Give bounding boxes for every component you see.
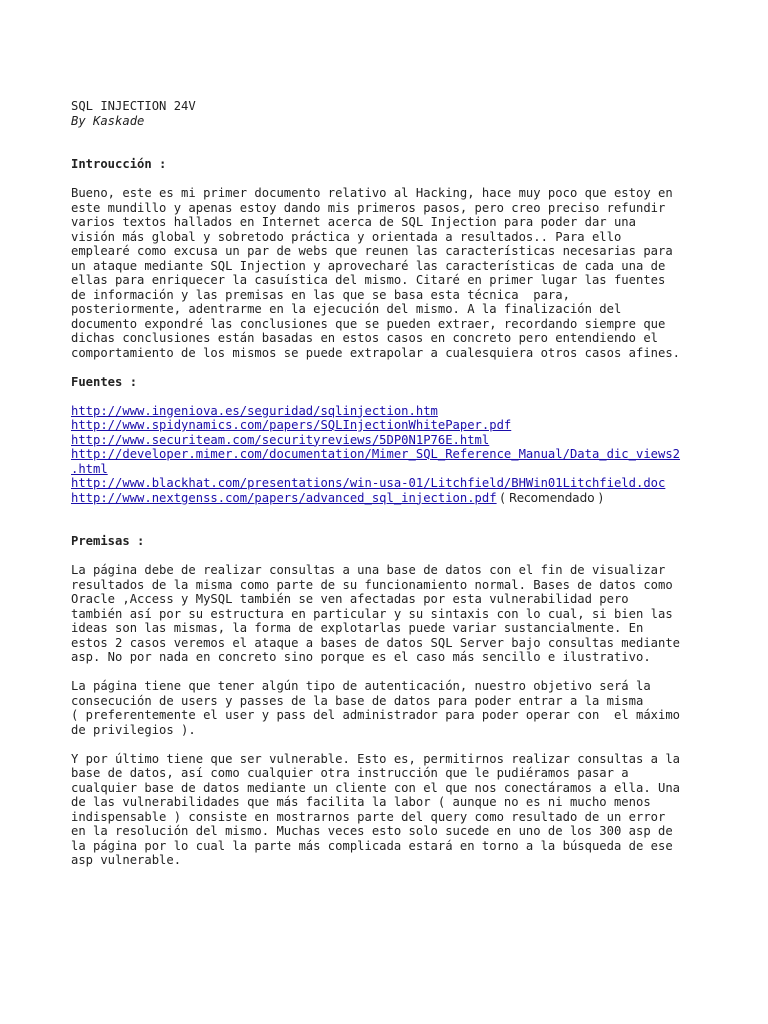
recommended-note: ( Recomendado ) xyxy=(496,490,604,505)
premise-paragraph xyxy=(71,752,711,868)
document-title: SQL INJECTION 24V xyxy=(71,99,196,113)
intro-line: este mundillo y apenas estoy dando mis primeros pasos, pero creo preciso refundir xyxy=(71,200,666,215)
premise-line: de las vulnerabilidades que más facilita la labor ( aunque no es ni mucho menos xyxy=(71,795,651,809)
premise-line: ( preferentemente el user y pass del administrador para poder operar con el máximo xyxy=(71,708,681,722)
premise-line: estos 2 casos veremos el ataque a bases de datos SQL Server bajo consultas mediante xyxy=(71,635,681,650)
premise-line: consecución de users y passes de la base de datos para poder entrar a la misma xyxy=(71,693,644,708)
premise-paragraph xyxy=(71,679,711,737)
premise-line: Y por último tiene que ser vulnerable. Esto es, permitirnos realizar consultas a la xyxy=(71,751,681,766)
premise-paragraph xyxy=(71,563,711,665)
premise-line: La página tiene que tener algún tipo de autenticación, nuestro objetivo será la xyxy=(71,679,651,693)
intro-line: comportamiento de los mismos se puede extrapolar a cualesquiera otros casos afines. xyxy=(71,345,681,360)
document-author: By Kaskade xyxy=(71,113,145,128)
premise-line: indispensable ) consiste en mostrarnos parte del query como resultado de un error xyxy=(71,809,666,824)
premise-line: resultados de la misma como parte de su funcionamiento normal. Bases de datos como xyxy=(71,577,673,592)
source-link[interactable]: http://developer.mimer.com/documentation/Mimer_SQL_Reference_Manual/Data_dic_views2 xyxy=(71,447,681,461)
source-link[interactable]: http://www.securiteam.com/securityreviews/5DP0N1P76E.html xyxy=(71,432,490,447)
source-link[interactable]: http://www.blackhat.com/presentations/win-usa-01/Litchfield/BHWin01Litchfield.doc xyxy=(71,476,666,490)
sources-list xyxy=(71,404,711,506)
intro-line: Bueno, este es mi primer documento relativo al Hacking, hace muy poco que estoy en xyxy=(71,186,673,200)
premise-line: asp vulnerable. xyxy=(71,853,182,867)
premise-line: en la resolución del mismo. Muchas veces esto solo sucede en uno de los 300 asp de xyxy=(71,824,673,838)
document-page xyxy=(71,99,711,868)
premises-heading: Premisas : xyxy=(71,534,145,548)
intro-paragraph xyxy=(71,186,711,360)
source-link[interactable]: http://www.ingeniova.es/seguridad/sqlinjection.htm xyxy=(71,403,438,418)
intro-line: un ataque mediante SQL Injection y aprovecharé las características de cada una de xyxy=(71,258,666,273)
premise-line: La página debe de realizar consultas a una base de datos con el fin de visualizar xyxy=(71,563,666,577)
intro-line: visión más global y sobretodo práctica y orientada a resultados.. Para ello xyxy=(71,229,622,244)
premise-line: la página por lo cual la parte más complicada estará en torno a la búsqueda de ese xyxy=(71,838,673,853)
intro-heading: Introucción : xyxy=(71,157,167,171)
source-link-continued[interactable]: .html xyxy=(71,461,108,476)
premise-line: también así por su estructura en particular y su sintaxis con lo cual, si bien las xyxy=(71,606,673,621)
sources-heading: Fuentes : xyxy=(71,374,138,389)
intro-line: dichas conclusiones están basadas en estos casos en concreto pero entendiendo el xyxy=(71,331,658,345)
intro-line: varios textos hallados en Internet acerca de SQL Injection para poder dar una xyxy=(71,215,636,229)
intro-line: ellas para enriquecer la casuística del mismo. Citaré en primer lugar las fuentes xyxy=(71,273,666,287)
intro-line: posteriormente, adentrarme en la ejecución del mismo. A la finalización del xyxy=(71,302,622,316)
premise-line: cualquier base de datos mediante un cliente con el que nos conectáramos a ella. Una xyxy=(71,780,681,795)
intro-line: emplearé como excusa un par de webs que reunen las características necesarias para xyxy=(71,244,673,258)
premise-line: de privilegios ). xyxy=(71,722,196,737)
premise-line: ideas son las mismas, la forma de explotarlas puede variar sustancialmente. En xyxy=(71,621,644,635)
premise-line: Oracle ,Access y MySQL también se ven afectadas por esta vulnerabilidad pero xyxy=(71,592,629,606)
intro-line: documento expondré las conclusiones que se pueden extraer, recordando siempre que xyxy=(71,316,666,331)
premise-line: asp. No por nada en concreto sino porque es el caso más sencillo e ilustrativo. xyxy=(71,650,651,664)
premise-line: base de datos, así como cualquier otra instrucción que le pudiéramos pasar a xyxy=(71,766,629,780)
intro-line: de información y las premisas en las que se basa esta técnica para, xyxy=(71,287,570,302)
source-link[interactable]: http://www.nextgenss.com/papers/advanced_sql_injection.pdf xyxy=(71,490,497,505)
source-link[interactable]: http://www.spidynamics.com/papers/SQLInjectionWhitePaper.pdf xyxy=(71,418,512,432)
